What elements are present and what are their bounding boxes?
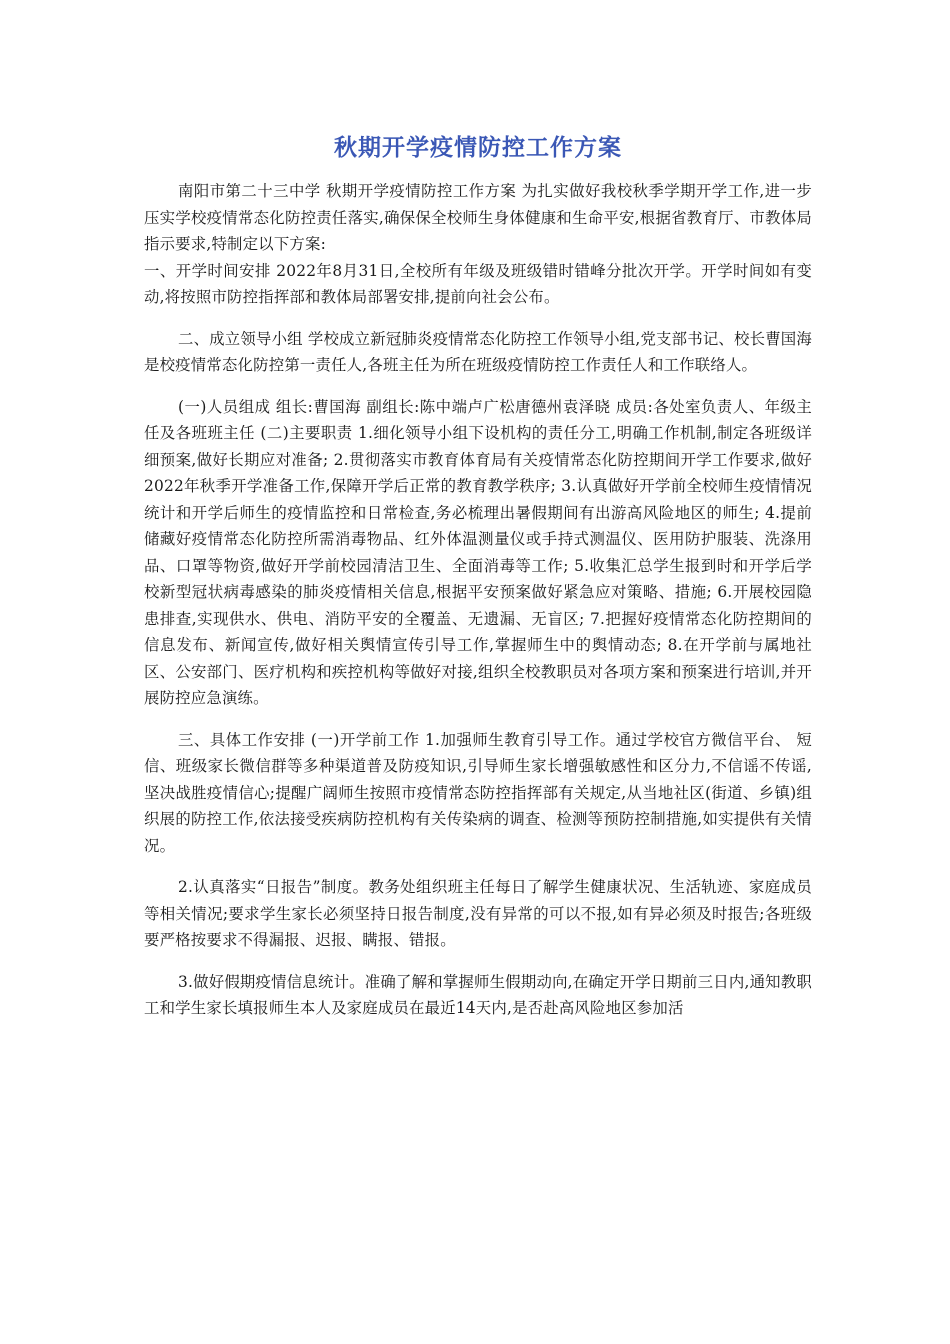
document-title: 秋期开学疫情防控工作方案 xyxy=(334,135,622,161)
paragraph-section-1: 一、开学时间安排 2022年8月31日,全校所有年级及班级错时错峰分批次开学。开学时间如有变动,将按照市防控指挥部和教体局部署安排,提前向社会公布。 xyxy=(144,261,812,306)
paragraph-intro: 南阳市第二十三中学 秋期开学疫情防控工作方案 为扎实做好我校秋季学期开学工作,进一步压实学校疫情常态化防控责任落实,确保保全校师生身体健康和生命平安,根据省教育厅、市教体局指示要求,特制定以下方案: xyxy=(144,182,812,253)
paragraph-holiday-statistics: 3.做好假期疫情信息统计。准确了解和掌握师生假期动向,在确定开学日期前三日内,通知教职工和学生家长填报师生本人及家庭成员在最近14天内,是否赴高风险地区参加活 xyxy=(144,972,812,1017)
paragraph-daily-report: 2.认真落实“日报告”制度。教务处组织班主任每日了解学生健康状况、生活轨迹、家庭成员等相关情况;要求学生家长必须坚持日报告制度,没有异常的可以不报,如有异必须及时报告;各班级要严格按要求不得漏报、迟报、瞒报、错报。 xyxy=(144,878,812,949)
paragraph-section-2: 二、成立领导小组 学校成立新冠肺炎疫情常态化防控工作领导小组,党支部书记、校长曹国海是校疫情常态化防控第一责任人,各班主任为所在班级疫情防控工作责任人和工作联络人。 xyxy=(144,329,812,374)
document-body xyxy=(144,178,812,1022)
paragraph-members-duties: (一)人员组成 组长:曹国海 副组长:陈中端卢广松唐德州袁泽晓 成员:各处室负责人、年级主任及各班班主任 (二)主要职责 1.细化领导小组下设机构的责任分工,明确工作机制,制定各班级详细预案,做好长期应对准备; 2.贯彻落实市教育体育局有关疫情常态化防控期间开学工作要求,做好2022年秋季开学准备工作,保障开学后正常的教育教学秩序; 3.认真做好开学前全校师生疫情情况统计和开学后师生的疫情监控和日常检查,务必梳理出暑假期间有出游高风险地区的师生; 4.提前储藏好疫情常态化防控所需消毒物品、红外体温测量仪或手持式测温仪、医用防护服装、洗涤用品、口罩等物资,做好开学前校园清洁卫生、全面消毒等工作; 5.收集汇总学生报到时和开学后学校新型冠状病毒感染的肺炎疫情相关信息,根据平安预案做好紧急应对策略、措施; 6.开展校园隐患排查,实现供水、供电、消防平安的全覆盖、无遗漏、无盲区; 7.把握好疫情常态化防控期间的信息发布、新闻宣传,做好相关舆情宣传引导工作,掌握师生中的舆情动态; 8.在开学前与属地社区、公安部门、医疗机构和疾控机构等做好对接,组织全校教职员对各项方案和预案进行培训,并开展防控应急演练。 xyxy=(144,397,812,707)
paragraph-section-3: 三、具体工作安排 (一)开学前工作 1.加强师生教育引导工作。通过学校官方微信平台、 短信、班级家长微信群等多种渠道普及防疫知识,引导师生家长增强敏感性和区分力,不信谣不传谣,坚决战胜疫情信心;提醒广阔师生按照市疫情常态防控指挥部有关规定,从当地社区(街道、乡镇)组织展的防控工作,依法接受疾病防控机构有关传染病的调查、检测等预防控制措施,如实提供有关情况。 xyxy=(144,730,812,855)
document-page xyxy=(144,0,812,1022)
